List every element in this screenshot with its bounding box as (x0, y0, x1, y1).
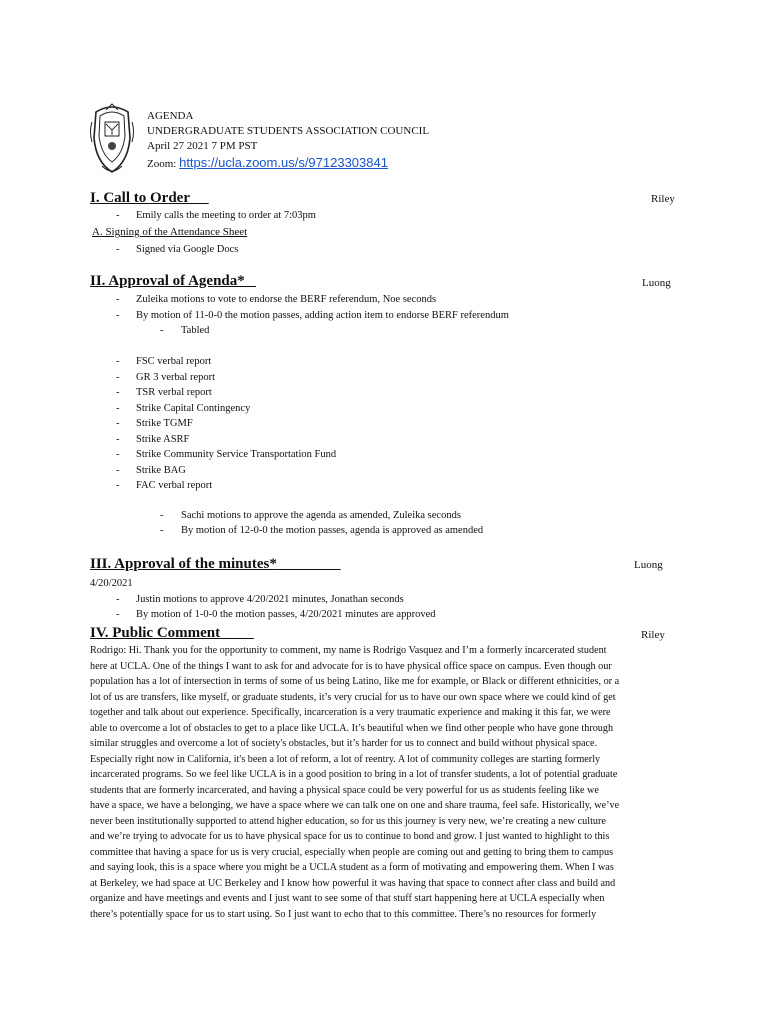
list-item: Justin motions to approve 4/20/2021 minutes, Jonathan seconds (136, 594, 404, 605)
council-name: UNDERGRADUATE STUDENTS ASSOCIATION COUNCIL (147, 125, 430, 137)
bullet: - (116, 449, 120, 460)
list-item: Tabled (181, 325, 210, 336)
bullet: - (116, 356, 120, 367)
comment-line: at Berkeley, we had space at UC Berkeley and I know how powerful it was having that space to connect after class and build and (90, 877, 616, 889)
section-presenter: Luong (642, 277, 671, 289)
section-approval-minutes-title: III. Approval of the minutes* (90, 556, 277, 572)
comment-line: incarcerated programs. So we feel like UCLA is in a good position to bring in a lot of transfer students, a lot of potential graduate (90, 769, 618, 780)
comment-line: and we’re trying to advocate for us to have physical space for us to continue to bond and grow. I just wanted to highlight to this (90, 831, 610, 842)
list-item: Sachi motions to approve the agenda as amended, Zuleika seconds (181, 510, 461, 521)
list-item: Signed via Google Docs (136, 244, 239, 255)
list-item: Strike Capital Contingency (136, 402, 251, 414)
comment-line: here at UCLA. One of the things I want to ask for and advocate for is to have physical office space on campus. Even though our (90, 660, 612, 672)
minutes-date: 4/20/2021 (90, 578, 133, 589)
comment-line: similar struggles and overcome a lot of society's obstacles, but it’s harder for us to connect and build without physical space. (90, 738, 598, 749)
list-item: FSC verbal report (136, 356, 212, 367)
comment-line: together and talk about out experience. Specifically, incarceration is a very traumatic experience and making it this far, we were (90, 707, 611, 718)
bullet: - (116, 480, 120, 491)
bullet: - (116, 402, 120, 414)
comment-line: able to overcome a lot of obstacles to get to a place like UCLA. It’s beautiful when we find other people who have gone through (90, 722, 614, 734)
bullet: - (116, 387, 120, 398)
comment-line: have a space, we have a belonging, we have a space where we can talk one on one and share trauma, feel safe. Historically, we’ve (90, 800, 620, 811)
list-item: By motion of 11-0-0 the motion passes, adding action item to endorse BERF referendum (136, 310, 509, 321)
list-item: By motion of 1-0-0 the motion passes, 4/20/2021 minutes are approved (136, 609, 436, 620)
public-comment-body (90, 643, 680, 922)
bullet: - (160, 525, 164, 536)
list-item: TSR verbal report (136, 387, 212, 398)
list-item: By motion of 12-0-0 the motion passes, agenda is approved as amended (181, 525, 484, 536)
bullet: - (160, 325, 164, 336)
bullet: - (160, 510, 164, 521)
list-item: Strike BAG (136, 464, 186, 476)
comment-line: organize and have meetings and events and I just want to see some of that stuff start happening here at UCLA especially when (90, 893, 605, 904)
zoom-link[interactable]: https://ucla.zoom.us/s/97123303841 (179, 155, 388, 170)
list-item: Strike ASRF (136, 433, 190, 445)
bullet: - (116, 210, 120, 221)
comment-line: Rodrigo: Hi. Thank you for the opportunity to comment, my name is Rodrigo Vasquez and I’m a formerly incarcerated student (90, 645, 607, 656)
attendance-subheading: A. Signing of the Attendance Sheet (92, 226, 248, 238)
agenda-label: AGENDA (147, 110, 194, 122)
comment-line: students that are formerly incarcerated, and having a physical space could be very powerful for us as students feeling like we (90, 784, 599, 796)
bullet: - (116, 310, 120, 321)
comment-line: population has a lot of intersection in terms of some of us being Latino, like me for example, or Black or different ethnicities, or a (90, 676, 620, 687)
zoom-label: Zoom: (147, 158, 180, 170)
list-item: GR 3 verbal report (136, 371, 216, 383)
bullet: - (116, 294, 120, 305)
comment-line: lot of us are transfers, like myself, or graduate students, it’s very crucial for us to have our own space where we could kind of get (90, 691, 616, 703)
section-presenter: Luong (634, 559, 663, 571)
bullet: - (116, 594, 120, 605)
list-item: FAC verbal report (136, 480, 213, 491)
list-item: Emily calls the meeting to order at 7:03pm (136, 210, 316, 221)
comment-line: committee that having a space for us is very crucial, especially when people are coming out and getting to bring them to campus (90, 846, 614, 858)
section-public-comment-title: IV. Public Comment (90, 625, 221, 641)
section-approval-agenda-title: II. Approval of Agenda* (90, 273, 245, 289)
list-item: Strike Community Service Transportation Fund (136, 449, 337, 460)
comment-line: Especially right now in California, it's been a lot of reform, a lot of reentry. A lot of community colleges are starting formerly (90, 753, 601, 765)
section-presenter: Riley (641, 629, 665, 641)
comment-line: and saying look, this is a space where you might be a UCLA student as a form of motivating and empowering them. When I was (90, 862, 614, 873)
comment-line: never been institutionally supported to attend higher education, so for us this journey is very new, we’re creating a new culture (90, 815, 606, 827)
section-presenter: Riley (651, 193, 675, 205)
bullet: - (116, 609, 120, 620)
comment-line: there’s potentially space for us to start using. So I just want to echo that to this committee. There’s no resources for formerly (90, 908, 597, 920)
bullet: - (116, 464, 120, 476)
section-call-to-order-title: I. Call to Order (90, 190, 190, 206)
meeting-date: April 27 2021 7 PM PST (147, 140, 258, 152)
bullet: - (116, 244, 120, 255)
list-item: Zuleika motions to vote to endorse the BERF referendum, Noe seconds (136, 294, 437, 305)
bullet: - (116, 371, 120, 383)
zoom-line (147, 155, 388, 172)
bullet: - (116, 433, 120, 445)
bullet: - (116, 418, 120, 429)
ucla-seal-logo (88, 102, 136, 176)
list-item: Strike TGMF (136, 418, 193, 429)
